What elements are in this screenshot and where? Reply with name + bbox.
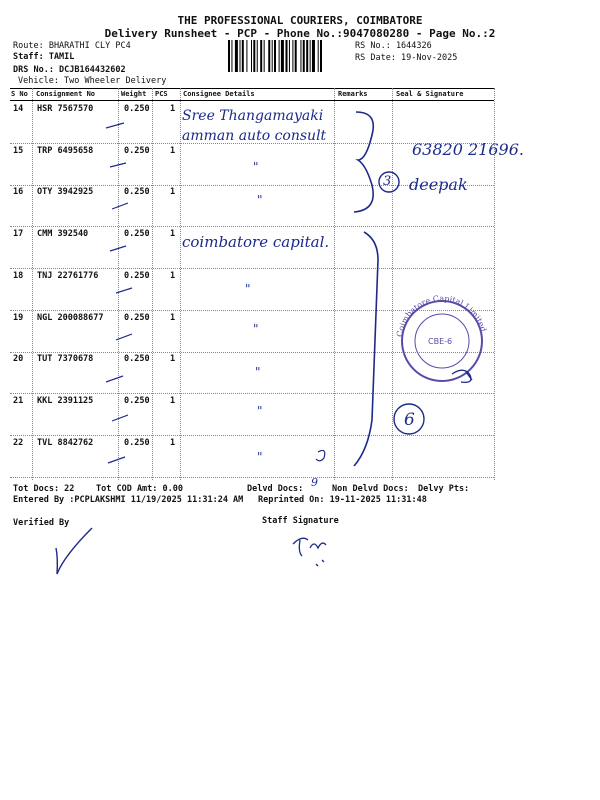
row-sno: 15: [13, 146, 24, 156]
rs-date: RS Date: 19-Nov-2025: [355, 53, 458, 63]
col-remarks: Remarks: [338, 90, 368, 98]
row-pcs: 1: [170, 438, 176, 448]
col-consignment: Consignment No: [36, 90, 96, 98]
ditto-mark: ": [253, 160, 259, 174]
rs-no: RS No.: 1644326: [355, 41, 432, 51]
stamp-center-text: CBE-6: [428, 337, 453, 346]
row-pcs: 1: [170, 396, 176, 406]
row-pcs: 1: [170, 271, 176, 281]
handwritten-name: deepak: [409, 175, 468, 194]
row-consignment-no: NGL 200088677: [37, 313, 104, 323]
row-consignment-no: KKL 2391125: [37, 396, 94, 406]
entered-by: Entered By :PCPLAKSHMI 11/19/2025 11:31:24 AM: [13, 495, 244, 505]
ditto-mark: ": [255, 365, 261, 379]
ditto-mark: ": [257, 404, 263, 418]
row-weight: 0.250: [124, 271, 150, 281]
ditto-mark: ": [257, 450, 263, 464]
verified-by-label: Verified By: [13, 518, 70, 528]
handwritten-consignee-1b: amman auto consult: [182, 128, 327, 144]
row-weight: 0.250: [124, 104, 150, 114]
row-pcs: 1: [170, 313, 176, 323]
row-pcs: 1: [170, 104, 176, 114]
col-consignee: Consignee Details: [183, 90, 255, 98]
col-pcs: PCS: [155, 90, 168, 98]
delvd-docs: Delvd Docs:: [247, 484, 304, 494]
col-sno: S No: [11, 90, 28, 98]
col-seal-signature: Seal & Signature: [396, 90, 464, 98]
handwritten-count-2: 6: [404, 410, 415, 430]
row-sno: 22: [13, 438, 24, 448]
vehicle-label: Vehicle: Two Wheeler Delivery: [18, 76, 167, 86]
reprinted-on: Reprinted On: 19-11-2025 11:31:48: [258, 495, 427, 505]
row-sno: 20: [13, 354, 24, 364]
row-sno: 21: [13, 396, 24, 406]
row-sno: 14: [13, 104, 24, 114]
row-weight: 0.250: [124, 354, 150, 364]
delvd-docs-value: 9: [311, 476, 318, 489]
col-weight: Weight: [121, 90, 147, 98]
row-consignment-no: TUT 7370678: [37, 354, 94, 364]
handwritten-phone: 63820 21696.: [412, 140, 524, 159]
handwritten-count-1: 3: [383, 174, 392, 189]
tot-cod: Tot COD Amt: 0.00: [96, 484, 183, 494]
row-weight: 0.250: [124, 313, 150, 323]
row-weight: 0.250: [124, 438, 150, 448]
row-consignment-no: TNJ 22761776: [37, 271, 99, 281]
staff-label: Staff: TAMIL: [13, 52, 75, 62]
row-sno: 18: [13, 271, 24, 281]
row-weight: 0.250: [124, 146, 150, 156]
company-title: THE PROFESSIONAL COURIERS, COIMBATORE: [177, 14, 423, 27]
row-pcs: 1: [170, 187, 176, 197]
row-consignment-no: TRP 6495658: [37, 146, 94, 156]
row-consignment-no: OTY 3942925: [37, 187, 94, 197]
handwritten-consignee-1: Sree Thangamayaki: [182, 108, 324, 124]
ditto-mark: ": [253, 322, 259, 336]
stamp-arc-text: Coimbatore Capital Limited: [395, 293, 488, 338]
staff-signature-label: Staff Signature: [262, 516, 339, 526]
delvy-pts: Delvy Pts:: [418, 484, 470, 494]
row-sno: 17: [13, 229, 24, 239]
row-weight: 0.250: [124, 187, 150, 197]
row-consignment-no: HSR 7567570: [37, 104, 94, 114]
drs-label: DRS No.: DCJB164432602: [13, 65, 126, 75]
route-label: Route: BHARATHI CLY PC4: [13, 41, 131, 51]
row-pcs: 1: [170, 146, 176, 156]
row-sno: 16: [13, 187, 24, 197]
ditto-mark: ": [257, 193, 263, 207]
svg-text:Coimbatore Capital Limited: [395, 294, 488, 338]
row-weight: 0.250: [124, 396, 150, 406]
row-pcs: 1: [170, 354, 176, 364]
handwritten-consignee-2: coimbatore capital.: [182, 233, 330, 251]
row-weight: 0.250: [124, 229, 150, 239]
non-delvd-docs: Non Delvd Docs:: [332, 484, 409, 494]
row-pcs: 1: [170, 229, 176, 239]
runsheet-subtitle: Delivery Runsheet - PCP - Phone No.:9047080280 - Page No.:2: [104, 27, 496, 40]
row-consignment-no: TVL 8842762: [37, 438, 94, 448]
tot-docs: Tot Docs: 22: [13, 484, 75, 494]
ditto-mark: ": [245, 282, 251, 296]
row-sno: 19: [13, 313, 24, 323]
row-consignment-no: CMM 392540: [37, 229, 89, 239]
